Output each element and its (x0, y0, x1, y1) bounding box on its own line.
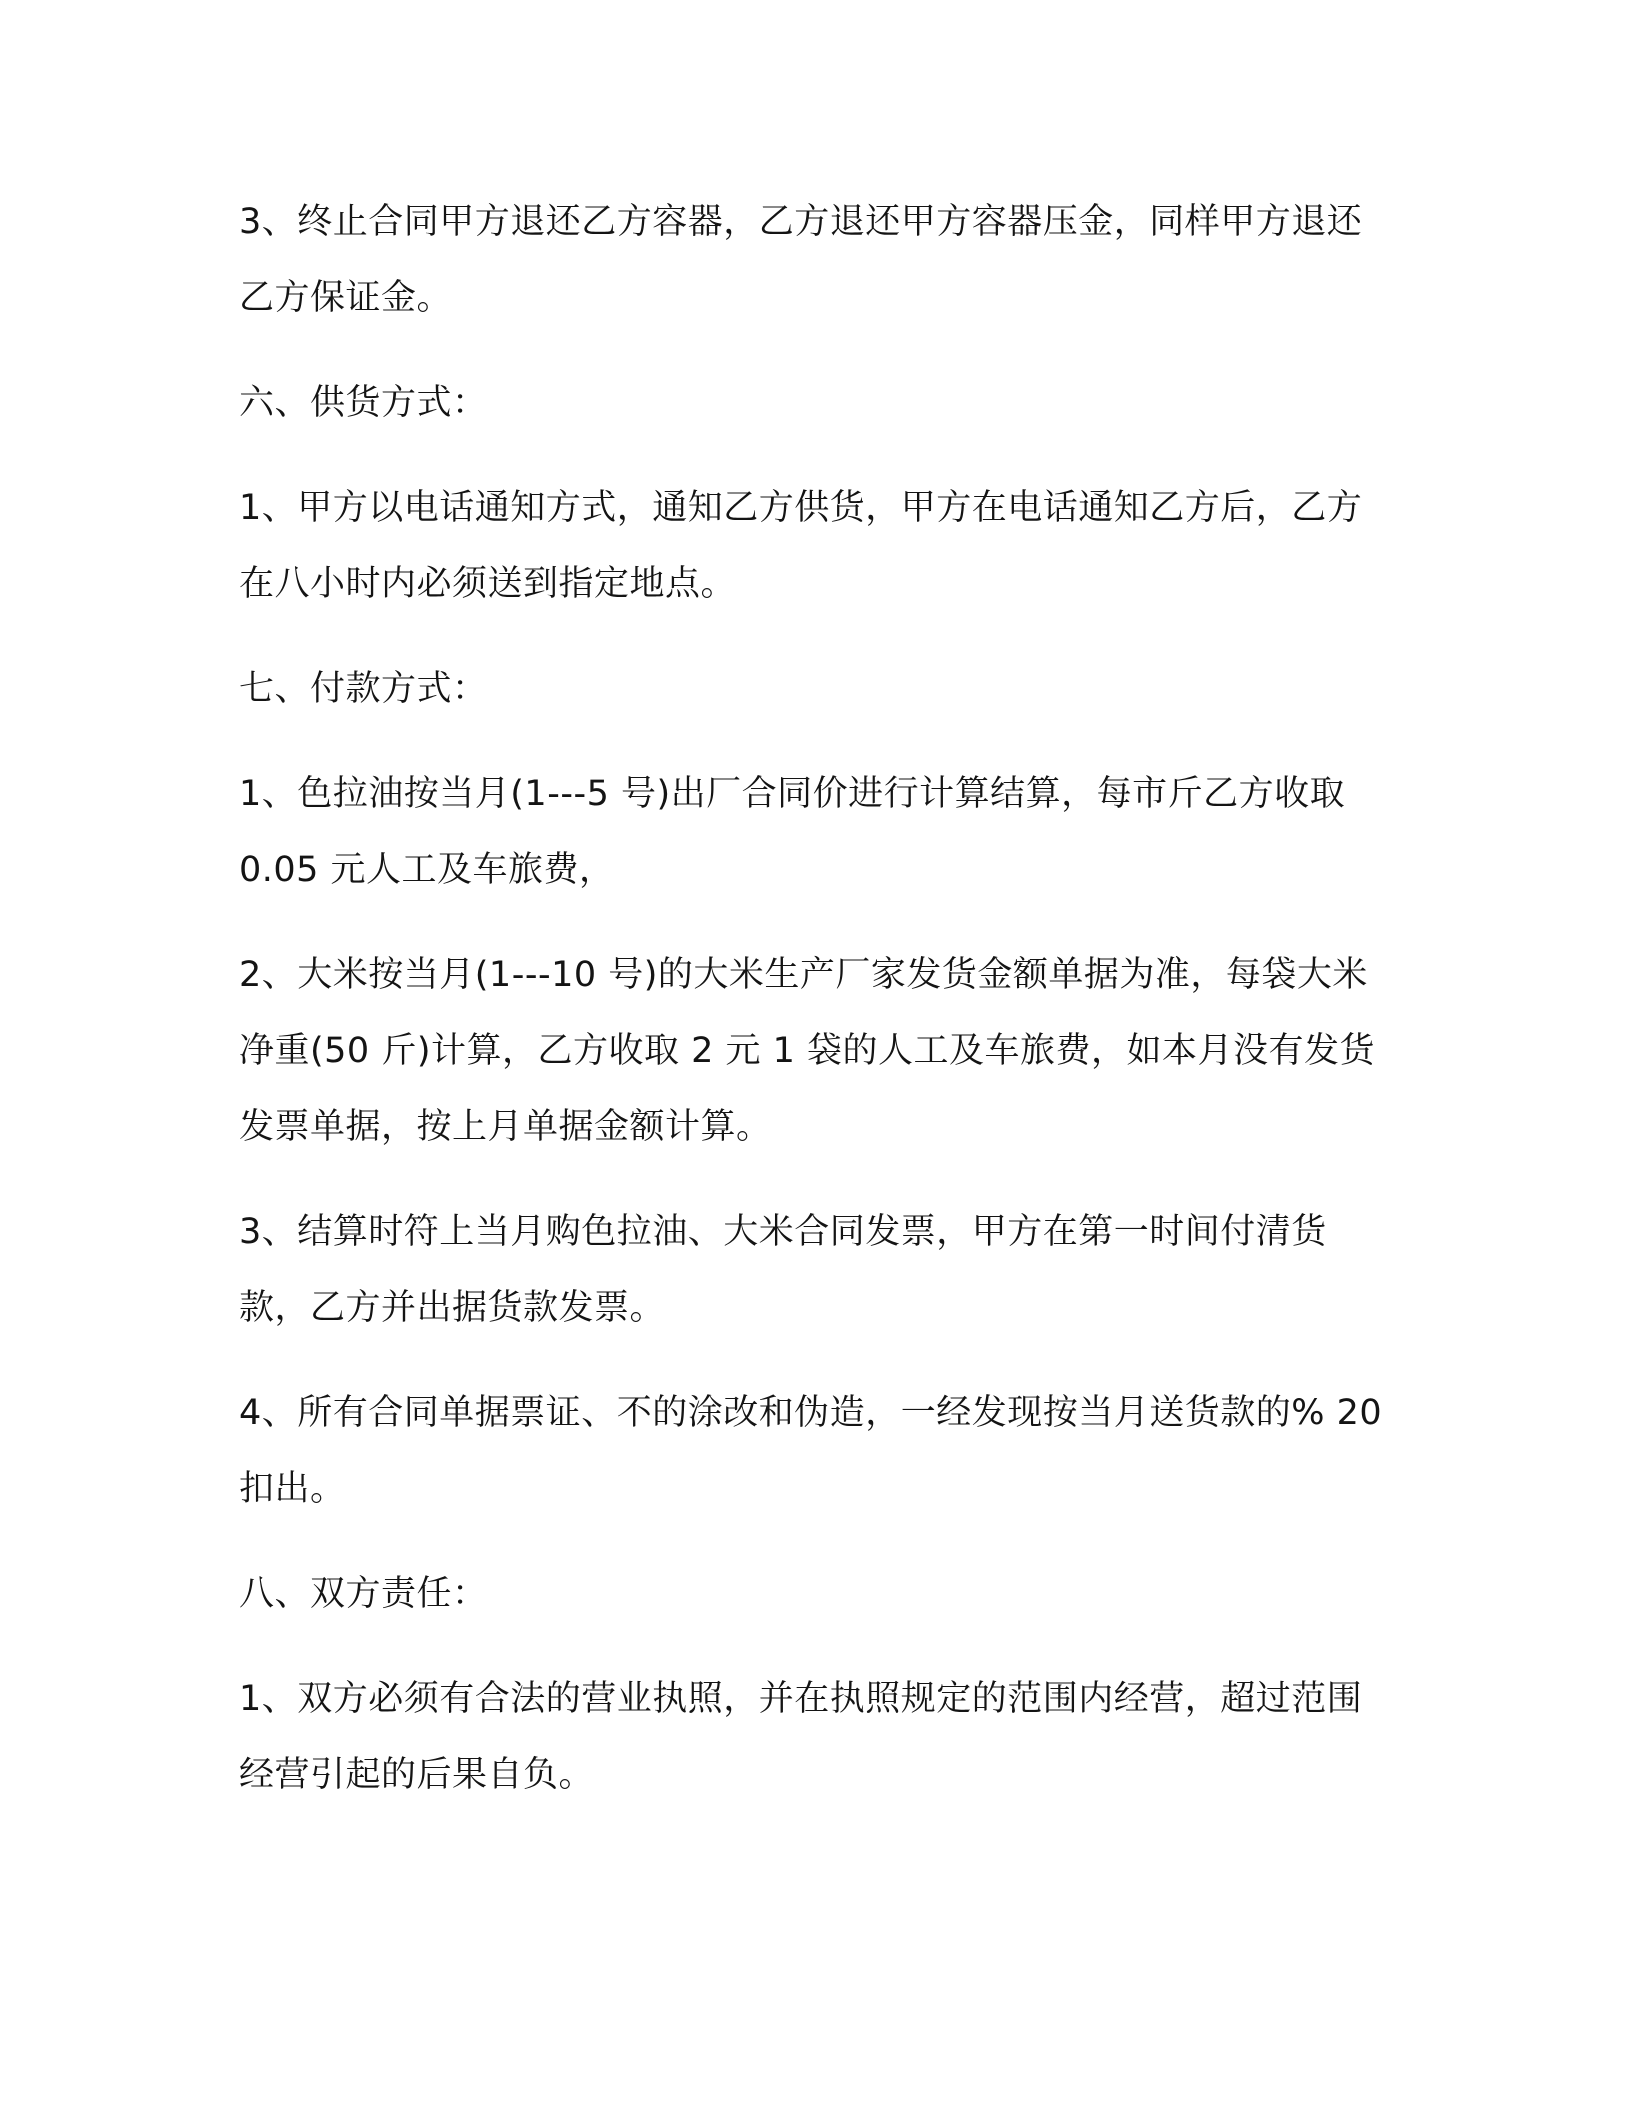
clause-3-invoice-payment: 3、结算时符上当月购色拉油、大米合同发票，甲方在第一时间付清货款，乙方并出据货款发票。 (239, 1212, 1327, 1328)
clause-4-forgery-penalty: 4、所有合同单据票证、不的涂改和伪造，一经发现按当月送货款的% 20 扣出。 (239, 1393, 1383, 1509)
clause-2-rice-settlement: 2、大米按当月(1---10 号)的大米生产厂家发货金额单据为准，每袋大米净重(50 斤)计算，乙方收取 2 元 1 袋的人工及车旅费，如本月没有发货发票单据，按上月单据金额计算。 (239, 955, 1376, 1147)
section-heading-responsibilities: 八、双方责任： (239, 1574, 488, 1614)
clause-1-phone-notice: 1、甲方以电话通知方式，通知乙方供货，甲方在电话通知乙方后，乙方在八小时内必须送到指定地点。 (239, 488, 1363, 604)
clause-3-container-return: 3、终止合同甲方退还乙方容器，乙方退还甲方容器压金，同样甲方退还乙方保证金。 (239, 202, 1363, 318)
document-body (239, 184, 1389, 1842)
clause-1-business-license: 1、双方必须有合法的营业执照，并在执照规定的范围内经营，超过范围经营引起的后果自负。 (239, 1679, 1363, 1795)
section-heading-payment-method: 七、付款方式： (239, 669, 488, 709)
section-heading-supply-method: 六、供货方式： (239, 383, 488, 423)
clause-1-salad-oil-settlement: 1、色拉油按当月(1---5 号)出厂合同价进行计算结算，每市斤乙方收取 0.05 元人工及车旅费， (239, 774, 1346, 890)
